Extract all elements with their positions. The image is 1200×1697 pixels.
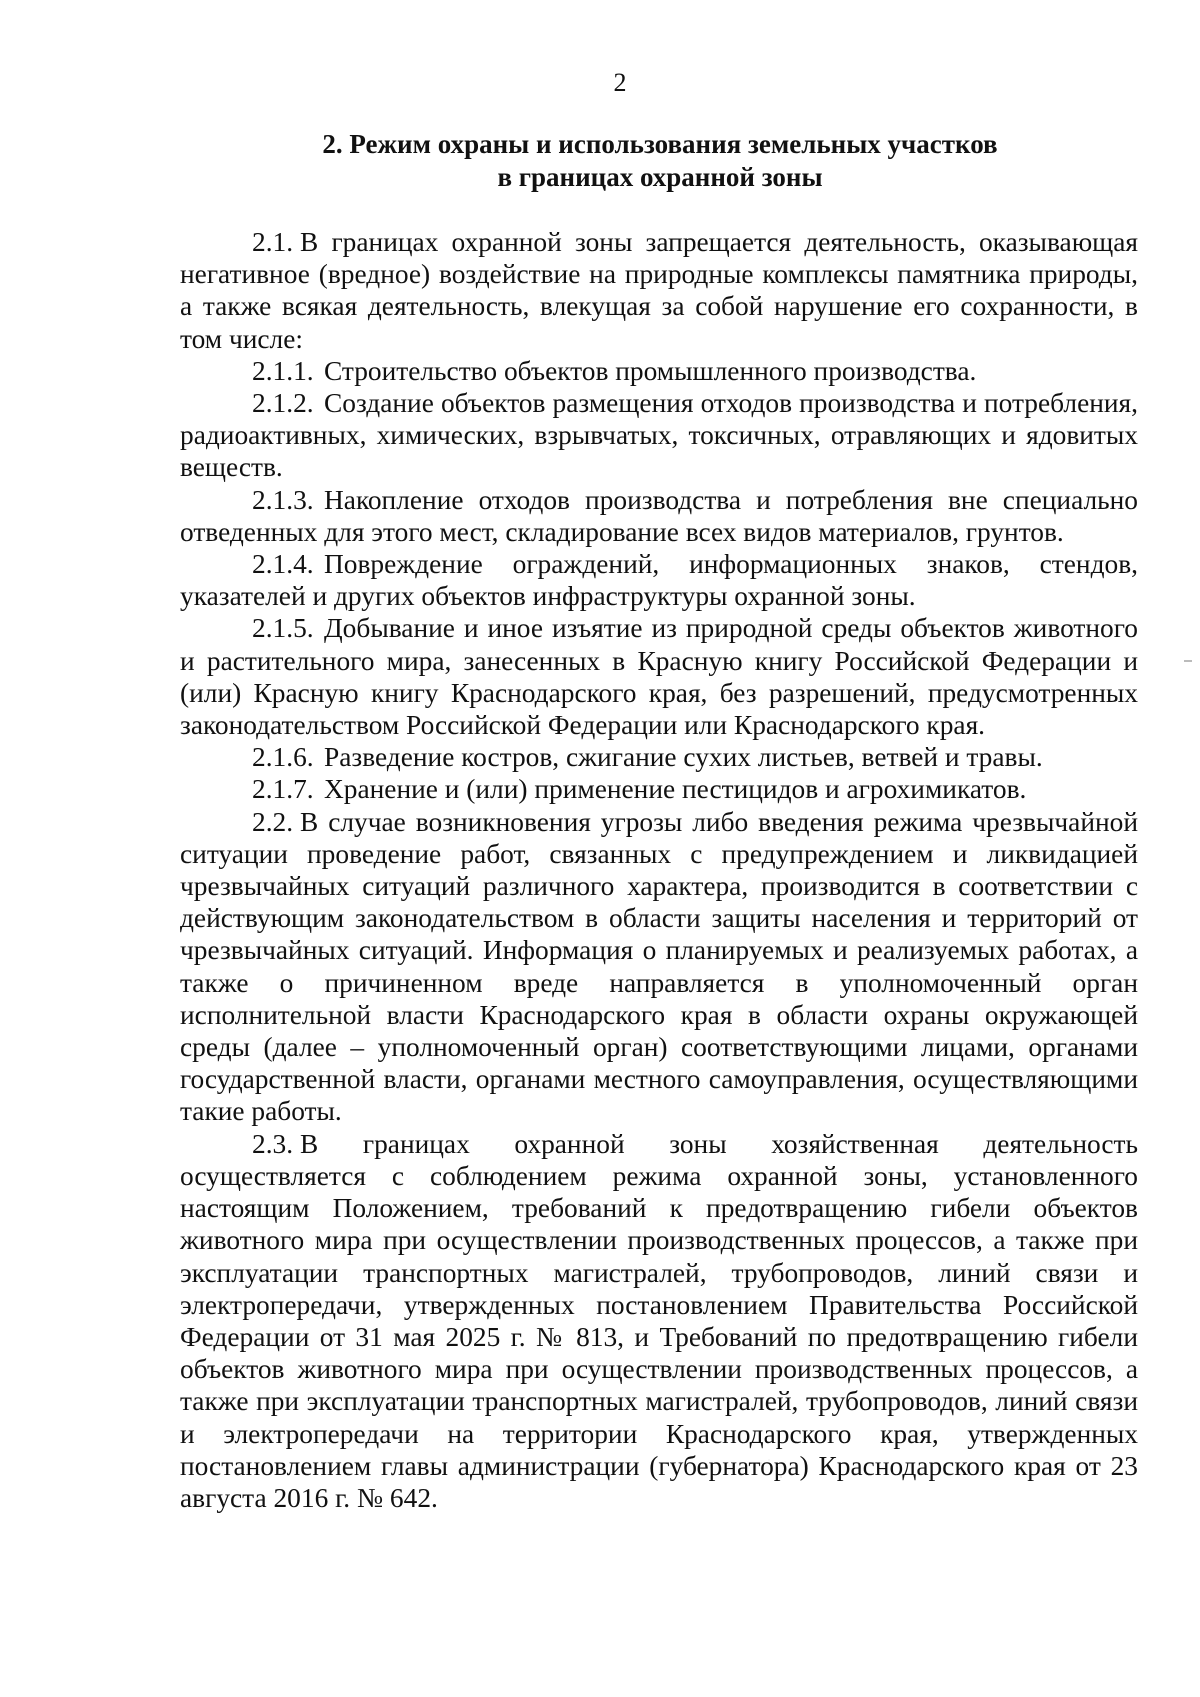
section-title-line-1: 2. Режим охраны и использования земельных участков bbox=[322, 129, 998, 159]
paragraph-2-1-1 bbox=[180, 355, 1138, 387]
paragraph-number: 2.1.1. bbox=[252, 355, 314, 386]
scan-noise bbox=[755, 1455, 795, 1485]
paragraph-text: Накопление отходов производства и потребления вне специально отведенных для этого мест, складирование всех видов материалов, грунтов. bbox=[180, 484, 1138, 547]
paragraph-number: 2.1.4. bbox=[252, 549, 314, 580]
paragraph-text: Строительство объектов промышленного производства. bbox=[324, 355, 977, 386]
paragraph-number: 2.1. bbox=[252, 227, 294, 257]
paragraph-2-3 bbox=[180, 1128, 1138, 1514]
paragraph-2-1-2 bbox=[180, 387, 1138, 484]
paragraph-number: 2.2. bbox=[252, 806, 294, 837]
paragraph-2-1-7 bbox=[180, 773, 1138, 805]
margin-mark bbox=[1184, 660, 1192, 662]
paragraph-number: 2.1.6. bbox=[252, 742, 314, 773]
paragraph-2-1 bbox=[180, 226, 1138, 355]
paragraph-text: В границах охранной зоны хозяйственная деятельность осуществляется с соблюдением режима охранной зоны, установленного настоящим Положением, требований к предотвращению гибели объектов животного мира при осуществлении производственных процессов, а также при эксплуатации транспортных магистралей, трубопроводов, линий связи и электропередачи, утвержденных постановлением Правительства Российской Федерации от 31 мая 2025 г. № 813, и Требований по предотвращению гибели объектов животного мира при осуществлении производственных процессов, а также при эксплуатации транспортных магистралей, трубопроводов, линий связи и электропередачи на территории Краснодарского края, утвержденных постановлением главы администрации (губернатора) Краснодарского края от 23 августа 2016 г. № 642. bbox=[180, 1128, 1138, 1513]
section-title-line-2: в границах охранной зоны bbox=[497, 162, 823, 192]
paragraph-text: Создание объектов размещения отходов производства и потребления, радиоактивных, химических, взрывчатых, токсичных, отравляющих и ядовитых веществ. bbox=[180, 388, 1138, 483]
paragraph-text: В случае возникновения угрозы либо введения режима чрезвычайной ситуации проведение работ, связанных с предупреждением и ликвидацией чрезвычайных ситуаций различного характера, производится в соответствии с действующим законодательством в области защиты населения и территорий от чрезвычайных ситуаций. Информация о планируемых и реализуемых работах, а также о причиненном вреде направляется в уполномоченный орган исполнительной власти Краснодарского края в области охраны окружающей среды (далее – уполномоченный орган) соответствующими лицами, органами государственной власти, органами местного самоуправления, осуществляющими такие работы. bbox=[180, 806, 1138, 1127]
paragraph-number: 2.3. bbox=[252, 1128, 294, 1159]
paragraph-2-1-5 bbox=[180, 612, 1138, 741]
paragraph-text: В границах охранной зоны запрещается деятельность, оказывающая негативное (вредное) воздействие на природные комплексы памятника природы, а также всякая деятельность, влекущая за собой нарушение его сохранности, в том числе: bbox=[180, 227, 1138, 354]
paragraph-2-1-3 bbox=[180, 484, 1138, 548]
section-title bbox=[180, 128, 1140, 194]
paragraph-text: Разведение костров, сжигание сухих листьев, ветвей и травы. bbox=[324, 742, 1043, 773]
paragraph-number: 2.1.7. bbox=[252, 774, 314, 805]
paragraph-text: Хранение и (или) применение пестицидов и агрохимикатов. bbox=[324, 774, 1027, 805]
page-number: 2 bbox=[613, 68, 627, 97]
paragraph-2-1-6 bbox=[180, 741, 1138, 773]
document-body bbox=[180, 226, 1138, 1514]
paragraph-text: Повреждение ограждений, информационных знаков, стендов, указателей и других объектов инфраструктуры охранной зоны. bbox=[180, 549, 1138, 612]
paragraph-2-1-4 bbox=[180, 548, 1138, 612]
paragraph-number: 2.1.2. bbox=[252, 388, 314, 419]
paragraph-number: 2.1.5. bbox=[252, 613, 314, 644]
paragraph-2-2 bbox=[180, 806, 1138, 1128]
paragraph-text: Добывание и иное изъятие из природной среды объектов животного и растительного мира, занесенных в Красную книгу Российской Федерации и (или) Красную книгу Краснодарского края, без разрешений, предусмотренных законодательством Российской Федерации или Краснодарского края. bbox=[180, 613, 1138, 741]
paragraph-number: 2.1.3. bbox=[252, 484, 314, 515]
